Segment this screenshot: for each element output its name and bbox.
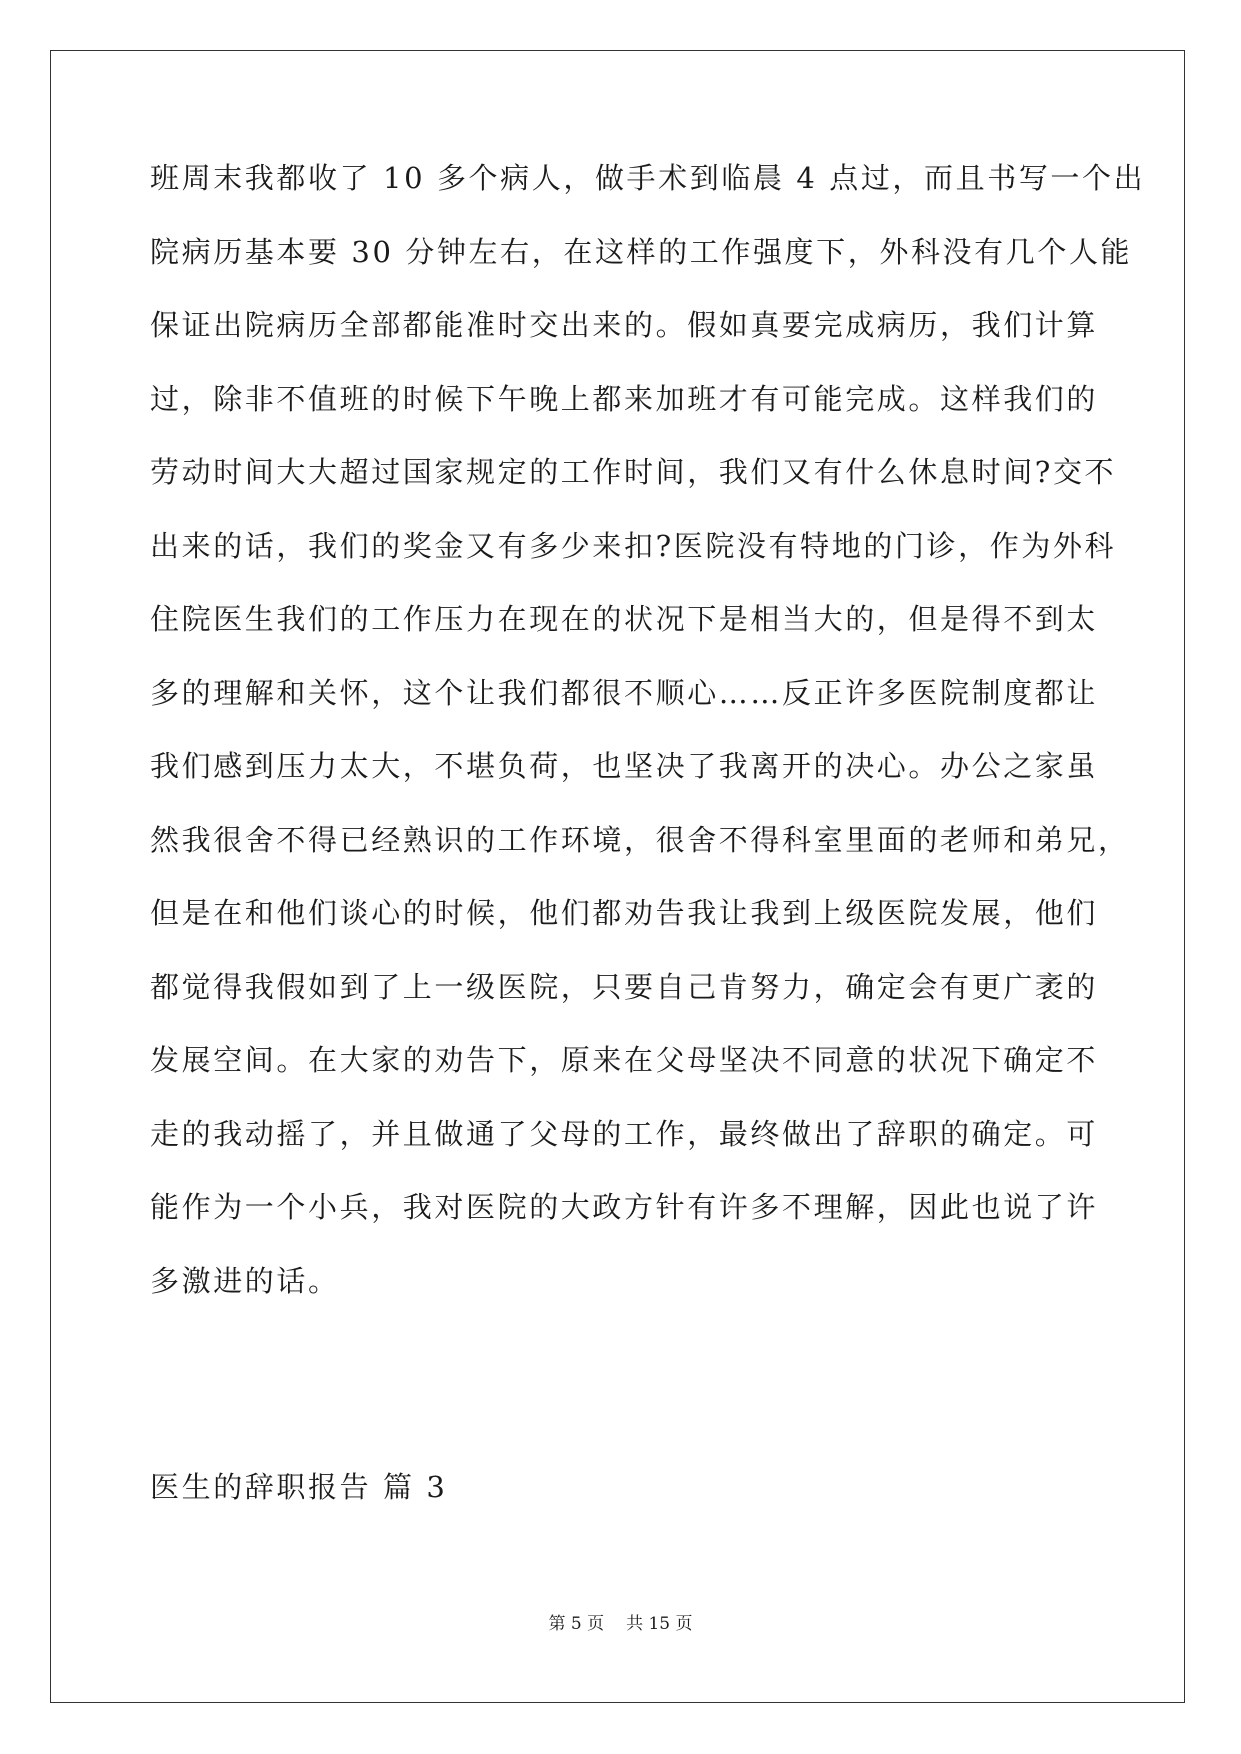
paragraph-line: 过，除非不值班的时候下午晚上都来加班才有可能完成。这样我们的 — [150, 381, 1099, 416]
paragraph-line: 发展空间。在大家的劝告下，原来在父母坚决不同意的状况下确定不 — [150, 1043, 1099, 1077]
paragraph-line: 院病历基本要 30 分钟左右，在这样的工作强度下，外科没有几个人能 — [150, 234, 1133, 269]
section-heading: 医生的辞职报告 篇 3 — [150, 1470, 448, 1504]
total-pages: 共 15 页 — [626, 1614, 693, 1634]
paragraph-line: 但是在和他们谈心的时候，他们都劝告我让我到上级医院发展，他们 — [150, 896, 1099, 930]
paragraph-line: 我们感到压力太大，不堪负荷，也坚决了我离开的决心。办公之家虽 — [150, 749, 1099, 783]
page-footer — [0, 1612, 1241, 1636]
paragraph-line: 多的理解和关怀，这个让我们都很不顺心……反正许多医院制度都让 — [150, 675, 1099, 710]
paragraph-line: 劳动时间大大超过国家规定的工作时间，我们又有什么休息时间?交不 — [150, 455, 1117, 489]
paragraph-line: 住院医生我们的工作压力在现在的状况下是相当大的，但是得不到太 — [150, 602, 1099, 636]
paragraph-line: 班周末我都收了 10 多个病人，做手术到临晨 4 点过，而且书写一个出 — [150, 161, 1146, 195]
paragraph-line: 能作为一个小兵，我对医院的大政方针有许多不理解，因此也说了许 — [150, 1190, 1099, 1224]
paragraph-line: 然我很舍不得已经熟识的工作环境，很舍不得科室里面的老师和弟兄， — [150, 822, 1130, 857]
current-page-number: 第 5 页 — [548, 1614, 605, 1634]
body-text — [150, 158, 1146, 1334]
paragraph-line: 走的我动摇了，并且做通了父母的工作，最终做出了辞职的确定。可 — [150, 1116, 1099, 1151]
paragraph-line: 都觉得我假如到了上一级医院，只要自己肯努力，确定会有更广袤的 — [150, 969, 1099, 1004]
paragraph-line: 保证出院病历全部都能准时交出来的。假如真要完成病历，我们计算 — [150, 308, 1099, 342]
paragraph-line: 出来的话，我们的奖金又有多少来扣?医院没有特地的门诊，作为外科 — [150, 528, 1117, 563]
paragraph-line: 多激进的话。 — [150, 1263, 340, 1298]
